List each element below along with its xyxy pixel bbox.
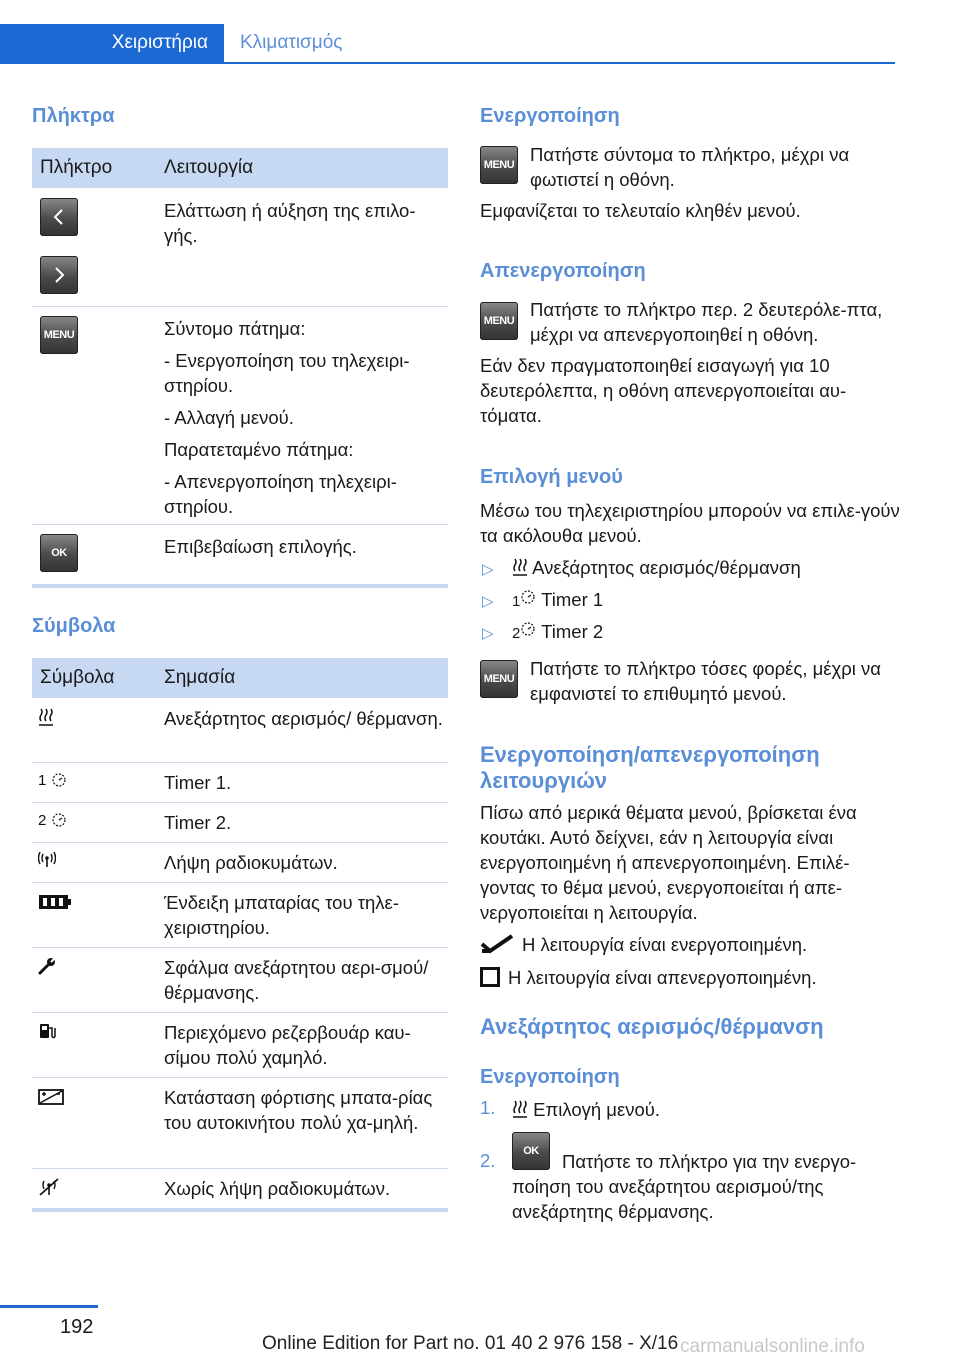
menu-key-icon: MENU: [480, 660, 518, 698]
header-bar: [0, 24, 895, 64]
symbol-meaning: Λήψη ραδιοκυμάτων.: [164, 852, 338, 873]
menu-press-text: Πατήστε το πλήκτρο τόσες φορές, μέχρι να εμφανιστεί το επιθυμητό μενού.: [530, 658, 881, 704]
wrench-icon: [38, 957, 56, 979]
table-row: [32, 762, 448, 803]
table-end-rule: [32, 584, 448, 588]
table-row: [32, 524, 448, 584]
text-line: - Ενεργοποίηση του τηλεχειρι-στηρίου.: [164, 350, 410, 396]
key-function-text: [164, 534, 444, 566]
timer-number: 1: [512, 593, 521, 610]
text-line: - Απενεργοποίηση τηλεχειρι-στηρίου.: [164, 471, 397, 517]
symbols-section-title: Σύμβολα: [32, 615, 116, 637]
timer-number: 1: [38, 772, 47, 789]
heating-section-title: Ανεξάρτητος αερισμός/θέρμανση: [480, 1014, 824, 1039]
symbols-col-meaning: Σημασία: [164, 667, 236, 688]
activation-text: Πατήστε σύντομα το πλήκτρο, μέχρι να φωτιστεί η οθόνη.: [530, 144, 850, 190]
symbol-meaning: Ανεξάρτητος αερισμός/ θέρμανση.: [164, 708, 443, 729]
symbol-meaning: Περιεχόμενο ρεζερβουάρ καυ-σίμου πολύ χαμηλό.: [164, 1022, 411, 1068]
checkbox-checked-icon: [480, 934, 514, 959]
list-item: [512, 587, 603, 614]
step-text: Πατήστε το πλήκτρο για την ενεργο-ποίηση του ανεξάρτητου αερισμού/της ανεξάρτητης θέρμανσης.: [512, 1151, 857, 1222]
list-item-label: Timer 2: [541, 621, 604, 642]
activation-title: Ενεργοποίηση: [480, 105, 620, 127]
edition-text: Online Edition for Part no. 01 40 2 976 158 - X/16: [262, 1333, 679, 1354]
ok-key-icon: OK: [512, 1132, 550, 1170]
chevron-right-icon: [40, 256, 78, 294]
table-row: [32, 698, 448, 763]
heating-icon: [512, 558, 528, 576]
antenna-icon: [38, 852, 56, 872]
menu-select-intro: Μέσω του τηλεχειριστηρίου μπορούν να επιλε-γούν τα ακόλουθα μενού.: [480, 500, 900, 546]
timer-icon: [38, 772, 67, 789]
menu-key-icon: MENU: [40, 316, 78, 354]
list-item: [512, 619, 603, 646]
symbol-meaning: Ένδειξη μπαταρίας του τηλε-χειριστηρίου.: [164, 892, 399, 938]
table-row: [32, 188, 448, 307]
keys-section-title: Πλήκτρα: [32, 105, 115, 127]
step-number: 1.: [480, 1097, 496, 1118]
deactivation-title: Απενεργοποίηση: [480, 260, 646, 282]
text-line: Επιβεβαίωση επιλογής.: [164, 536, 357, 557]
unchecked-text: Η λειτουργία είναι απενεργοποιημένη.: [508, 967, 817, 988]
table-row: [32, 1168, 448, 1208]
tab-controls[interactable]: Χειριστήρια: [0, 24, 224, 62]
list-item-label: Timer 1: [541, 589, 604, 610]
text-line: - Αλλαγή μενού.: [164, 407, 294, 428]
symbols-table-header: [32, 658, 448, 698]
text-line: Σύντομο πάτημα:: [164, 318, 306, 339]
tab-climate[interactable]: Κλιματισμός: [240, 32, 343, 53]
deactivation-text: Πατήστε το πλήκτρο περ. 2 δευτερόλε-πτα, μέχρι να απενεργοποιηθεί η οθόνη.: [530, 299, 883, 345]
step-number: 2.: [480, 1150, 496, 1171]
list-item-label: Ανεξάρτητος αερισμός/θέρμανση: [532, 557, 801, 578]
table-row: [32, 306, 448, 525]
text-line: Ελάττωση ή αύξηση της επιλο-γής.: [164, 200, 416, 246]
page-number: 192: [60, 1316, 94, 1338]
symbol-meaning: Timer 1.: [164, 772, 232, 793]
car-battery-icon: [38, 1087, 64, 1109]
battery-icon: [38, 894, 72, 914]
text-line: Παρατεταμένο πάτημα:: [164, 439, 354, 460]
menu-select-title: Επιλογή μενού: [480, 466, 623, 488]
symbols-col-symbol: Σύμβολα: [40, 667, 115, 688]
timer-number: 2: [512, 625, 521, 642]
toggle-section-title: Ενεργοποίηση/απενεργοποίηση λειτουργιών: [480, 742, 820, 793]
table-end-rule: [32, 1208, 448, 1212]
keys-col-function: Λειτουργία: [164, 157, 254, 178]
keys-table-header: [32, 148, 448, 188]
timer-icon: [520, 589, 536, 605]
heating-icon: [512, 1100, 528, 1118]
watermark: carmanualsonline.info: [680, 1336, 865, 1357]
timer-number: 2: [38, 812, 47, 829]
timer-icon: [38, 812, 67, 829]
chevron-left-icon: [40, 198, 78, 236]
checked-text: Η λειτουργία είναι ενεργοποιημένη.: [522, 934, 808, 955]
step-label: Επιλογή μενού.: [533, 1099, 660, 1120]
deactivation-note: Εάν δεν πραγματοποιηθεί εισαγωγή για 10 δευτερόλεπτα, η οθόνη απενεργοποιείται αυ-τόματα.: [480, 355, 847, 426]
list-arrow-icon: ▷: [482, 625, 494, 642]
ok-key-icon: OK: [40, 534, 78, 572]
toggle-text: Πίσω από μερικά θέματα μενού, βρίσκεται ένα κουτάκι. Αυτό δείχνει, εάν η λειτουργία είναι ενεργοποιημένη ή απενεργοποιημένη. Επιλέ-γοντας το θέμα μενού, ενεργοποιείται ή απε-νεργοποιείται η λειτουργία.: [480, 802, 857, 923]
heating-icon: [38, 708, 54, 730]
list-arrow-icon: ▷: [482, 593, 494, 610]
table-row: [32, 802, 448, 843]
page-number-bar: [0, 1305, 98, 1308]
step-text: [512, 1097, 660, 1122]
menu-key-icon: MENU: [480, 146, 518, 184]
no-signal-icon: [38, 1178, 60, 1200]
symbol-meaning: Timer 2.: [164, 812, 232, 833]
list-arrow-icon: ▷: [482, 561, 494, 578]
list-item: [512, 555, 801, 580]
table-row: [32, 842, 448, 883]
table-row: [32, 1077, 448, 1169]
timer-icon: [520, 621, 536, 637]
keys-col-key: Πλήκτρο: [40, 157, 113, 178]
heating-activation-title: Ενεργοποίηση: [480, 1066, 620, 1088]
menu-key-icon: MENU: [480, 302, 518, 340]
fuel-icon: [38, 1022, 56, 1044]
checkbox-unchecked-icon: [480, 967, 500, 992]
key-function-text: [164, 198, 444, 255]
table-row: [32, 1012, 448, 1078]
symbol-meaning: Σφάλμα ανεξάρτητου αερι-σμού/θέρμανσης.: [164, 957, 429, 1003]
symbol-meaning: Χωρίς λήψη ραδιοκυμάτων.: [164, 1178, 391, 1199]
symbol-meaning: Κατάσταση φόρτισης μπατα-ρίας του αυτοκινήτου πολύ χα-μηλή.: [164, 1087, 433, 1133]
key-function-text: [164, 316, 444, 526]
table-row: [32, 947, 448, 1013]
table-row: [32, 882, 448, 948]
activation-result: Εμφανίζεται το τελευταίο κληθέν μενού.: [480, 200, 801, 221]
